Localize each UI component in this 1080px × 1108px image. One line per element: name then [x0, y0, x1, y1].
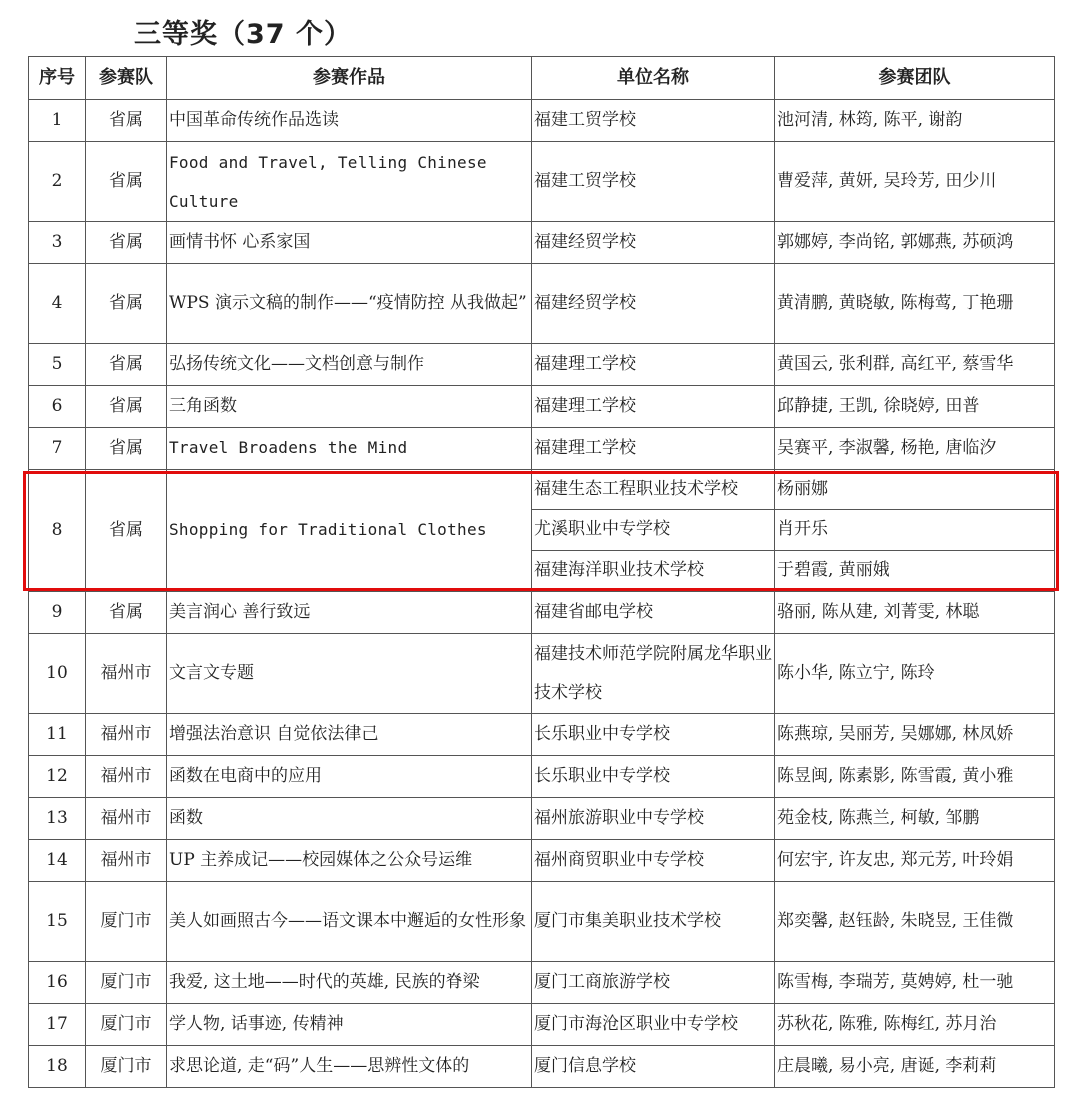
row-unit: 福建海洋职业技术学校	[532, 551, 775, 592]
table-row	[29, 962, 1055, 1004]
row-members: 杨丽娜	[775, 470, 1055, 510]
row-members: 骆丽, 陈从建, 刘菁雯, 林聪	[775, 592, 1055, 634]
row-number: 4	[29, 264, 86, 344]
row-number: 16	[29, 962, 86, 1004]
header-unit: 单位名称	[532, 57, 775, 100]
table-row	[29, 1004, 1055, 1046]
row-members: 陈雪梅, 李瑞芳, 莫娉婷, 杜一驰	[775, 962, 1055, 1004]
table-row	[29, 840, 1055, 882]
row-work: 文言文专题	[167, 634, 532, 714]
row-members: 于碧霞, 黄丽娥	[775, 551, 1055, 592]
row-members: 池河清, 林筠, 陈平, 谢韵	[775, 100, 1055, 142]
table-row	[29, 798, 1055, 840]
row-work: 三角函数	[167, 386, 532, 428]
table-row	[29, 222, 1055, 264]
row-number: 18	[29, 1046, 86, 1088]
row-number: 5	[29, 344, 86, 386]
row-unit: 福建工贸学校	[532, 142, 775, 222]
table-row	[29, 634, 1055, 714]
row-members: 吴赛平, 李淑馨, 杨艳, 唐临汐	[775, 428, 1055, 470]
row-work: UP 主养成记——校园媒体之公众号运维	[167, 840, 532, 882]
row-unit: 厦门市集美职业技术学校	[532, 882, 775, 962]
row-members: 陈昱闽, 陈素影, 陈雪霞, 黄小雅	[775, 756, 1055, 798]
table-row	[29, 428, 1055, 470]
row-team: 省属	[86, 386, 167, 428]
row-members: 陈燕琼, 吴丽芳, 吴娜娜, 林凤娇	[775, 714, 1055, 756]
row-work: WPS 演示文稿的制作——“疫情防控 从我做起”	[167, 264, 532, 344]
row-work: 中国革命传统作品选读	[167, 100, 532, 142]
row-members: 郑奕馨, 赵钰龄, 朱晓昱, 王佳微	[775, 882, 1055, 962]
header-team: 参赛队	[86, 57, 167, 100]
row-team: 厦门市	[86, 1046, 167, 1088]
row-work: 我爱, 这土地——时代的英雄, 民族的脊梁	[167, 962, 532, 1004]
row-members: 苏秋花, 陈雅, 陈梅红, 苏月治	[775, 1004, 1055, 1046]
row-work: 美人如画照古今——语文课本中邂逅的女性形象	[167, 882, 532, 962]
row-number: 15	[29, 882, 86, 962]
row-team: 福州市	[86, 798, 167, 840]
row-team: 省属	[86, 470, 167, 592]
row-number: 12	[29, 756, 86, 798]
row-team: 省属	[86, 344, 167, 386]
row-unit: 尤溪职业中专学校	[532, 510, 775, 551]
header-members: 参赛团队	[775, 57, 1055, 100]
row-number: 7	[29, 428, 86, 470]
row-unit: 厦门工商旅游学校	[532, 962, 775, 1004]
row-number: 8	[29, 470, 86, 592]
table-row	[29, 714, 1055, 756]
row-number: 6	[29, 386, 86, 428]
row-number: 17	[29, 1004, 86, 1046]
row-work: 弘扬传统文化——文档创意与制作	[167, 344, 532, 386]
row-members: 黄国云, 张利群, 高红平, 蔡雪华	[775, 344, 1055, 386]
table-row	[29, 592, 1055, 634]
row-unit: 福州旅游职业中专学校	[532, 798, 775, 840]
row-members: 何宏宇, 许友忠, 郑元芳, 叶玲娟	[775, 840, 1055, 882]
row-members: 曹爱萍, 黄妍, 吴玲芳, 田少川	[775, 142, 1055, 222]
row-work: Shopping for Traditional Clothes	[167, 470, 532, 592]
table-row	[29, 344, 1055, 386]
row-team: 厦门市	[86, 962, 167, 1004]
row-members: 苑金枝, 陈燕兰, 柯敏, 邹鹏	[775, 798, 1055, 840]
row-work: 学人物, 话事迹, 传精神	[167, 1004, 532, 1046]
row-members: 邱静捷, 王凯, 徐晓婷, 田普	[775, 386, 1055, 428]
row-team: 省属	[86, 592, 167, 634]
row-work: 函数在电商中的应用	[167, 756, 532, 798]
row-number: 9	[29, 592, 86, 634]
row-members: 郭娜婷, 李尚铭, 郭娜燕, 苏硕鸿	[775, 222, 1055, 264]
row-number: 2	[29, 142, 86, 222]
row-unit: 福建理工学校	[532, 344, 775, 386]
row-team: 省属	[86, 222, 167, 264]
row-unit: 福建技术师范学院附属龙华职业技术学校	[532, 634, 775, 714]
row-unit: 福州商贸职业中专学校	[532, 840, 775, 882]
row-unit: 福建省邮电学校	[532, 592, 775, 634]
row-work: Travel Broadens the Mind	[167, 428, 532, 470]
table-row	[29, 100, 1055, 142]
row-team: 厦门市	[86, 882, 167, 962]
row-number: 14	[29, 840, 86, 882]
row-team: 福州市	[86, 634, 167, 714]
row-number: 3	[29, 222, 86, 264]
row-team: 省属	[86, 428, 167, 470]
row-unit: 福建理工学校	[532, 386, 775, 428]
row-unit: 长乐职业中专学校	[532, 714, 775, 756]
table-row	[29, 386, 1055, 428]
row-work: 求思论道, 走“码”人生——思辨性文体的	[167, 1046, 532, 1088]
row-team: 福州市	[86, 714, 167, 756]
row-work: Food and Travel, Telling Chinese Culture	[167, 142, 532, 222]
row-team: 省属	[86, 142, 167, 222]
row-team: 省属	[86, 100, 167, 142]
table-row	[29, 264, 1055, 344]
row-unit: 福建工贸学校	[532, 100, 775, 142]
row-members: 庄晨曦, 易小亮, 唐诞, 李莉莉	[775, 1046, 1055, 1088]
row-unit: 福建理工学校	[532, 428, 775, 470]
header-row	[29, 57, 1055, 100]
table-row	[29, 756, 1055, 798]
row-members: 陈小华, 陈立宁, 陈玲	[775, 634, 1055, 714]
row-team: 厦门市	[86, 1004, 167, 1046]
row-unit: 福建生态工程职业技术学校	[532, 470, 775, 510]
row-team: 福州市	[86, 840, 167, 882]
row-members: 肖开乐	[775, 510, 1055, 551]
row-unit: 福建经贸学校	[532, 264, 775, 344]
row-work: 美言润心 善行致远	[167, 592, 532, 634]
row-number: 11	[29, 714, 86, 756]
row-team: 福州市	[86, 756, 167, 798]
award-table	[28, 56, 1055, 1088]
header-no: 序号	[29, 57, 86, 100]
row-unit: 福建经贸学校	[532, 222, 775, 264]
header-work: 参赛作品	[167, 57, 532, 100]
row-work: 增强法治意识 自觉依法律己	[167, 714, 532, 756]
row-team: 省属	[86, 264, 167, 344]
table-row	[29, 882, 1055, 962]
row-work: 函数	[167, 798, 532, 840]
row-number: 10	[29, 634, 86, 714]
row-members: 黄清鹏, 黄晓敏, 陈梅莺, 丁艳珊	[775, 264, 1055, 344]
row-work: 画情书怀 心系家国	[167, 222, 532, 264]
table-row	[29, 1046, 1055, 1088]
row-unit: 长乐职业中专学校	[532, 756, 775, 798]
table-row	[29, 142, 1055, 222]
table-title: 三等奖（37 个）	[134, 19, 352, 50]
row-number: 1	[29, 100, 86, 142]
row-unit: 厦门市海沧区职业中专学校	[532, 1004, 775, 1046]
row-number: 13	[29, 798, 86, 840]
row-unit: 厦门信息学校	[532, 1046, 775, 1088]
table-row	[29, 470, 1055, 510]
